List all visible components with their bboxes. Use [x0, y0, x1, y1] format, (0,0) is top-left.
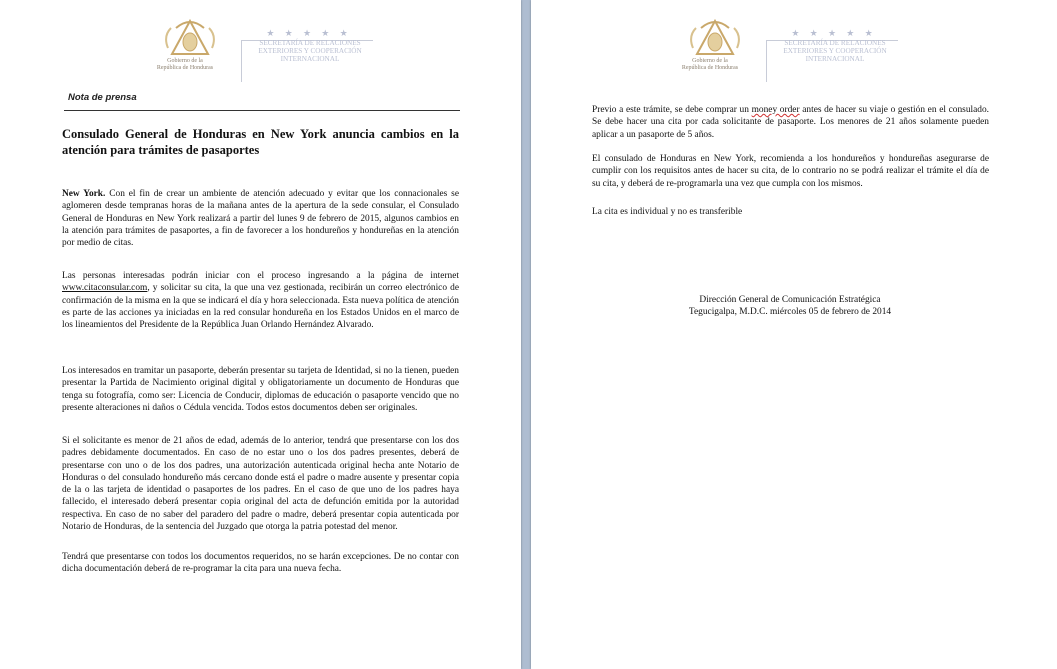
misspelled-word[interactable]: money order [751, 105, 800, 115]
paragraph-2: Las personas interesadas podrán iniciar con el proceso ingresando a la página de internet www.citaconsular.com, y solicitar su cita, la que una vez gestionada, recibirán un correo electrónico de confirmación de la misma en la que se indicará el día y hora seleccionada. Esta nueva política de atención es parte de las acciones ya iniciadas en la red consular hondureña en los Estados Unidos en el marco de los lineamientos del Presidente de la República Juan Orlando Hernández Alvarado. [62, 271, 459, 331]
paragraph-4: Si el solicitante es menor de 21 años de edad, además de lo anterior, tendrá que presentarse con los dos padres debidamente documentados. En caso de no estar uno o los dos padres presentes, deberá de presentarse con uno o de los dos padres, una autorización autenticada original hecha ante Notario de Honduras o del consulado hondureño más cercano donde está el padre o madre ausente y presentar copia de la o las tarjeta de identidad o pasaportes de los padres. En el caso de que uno de los padres haya fallecido, el interesado deberá presentar copia original del acta de defunción emitida por la autoridad respectiva. En caso de no saber del paradero del padre o madre, deberá presentar copia autenticada por Notario de Honduras, de la sentencia del Juzgado que otorga la patria potestad del menor. [62, 436, 459, 533]
coat-of-arms-icon [163, 18, 217, 58]
department-name: Dirección General de Comunicación Estratégica [699, 295, 881, 305]
stars-icon: ★ ★ ★ ★ ★ [791, 28, 877, 38]
citaconsular-link[interactable]: www.citaconsular.com [62, 283, 148, 294]
press-release-label: Nota de prensa [68, 92, 137, 103]
ministry-name: SECRETARÍA DE RELACIONES EXTERIORES Y COOPERACIÓN INTERNACIONAL [258, 39, 362, 63]
letterhead-page-2 [680, 18, 910, 80]
ministry-name: SECRETARÍA DE RELACIONES EXTERIORES Y COOPERACIÓN INTERNACIONAL [783, 39, 887, 63]
letterhead [155, 18, 385, 80]
letterhead-divider [241, 40, 242, 82]
page2-paragraph-2: El consulado de Honduras en New York, recomienda a los hondureños y hondureñas asegurarse de cumplir con los requisitos antes de hacer su cita, de lo contrario no se podrá realizar el trámite el día de su cita, y deberá de re-programarla una vez que cumpla con los mismos. [592, 154, 989, 189]
document-page-2 [531, 0, 1057, 669]
coat-of-arms-icon [688, 18, 742, 58]
government-caption: Gobierno de la República de Honduras [156, 58, 214, 71]
header-rule [64, 110, 460, 111]
signature-block [660, 294, 920, 319]
paragraph-5: Tendrá que presentarse con todos los documentos requeridos, no se harán excepciones. De no contar con dicha documentación deberá de re-programar la cita para una nueva fecha. [62, 552, 459, 575]
page2-paragraph-1: Previo a este trámite, se debe comprar un money order antes de hacer su viaje o gestión en el consulado. Se debe hacer una cita por cada solicitante de pasaporte. Los menores de 21 años solamente pueden aplicar a un pasaporte de 5 años. [592, 105, 989, 140]
stars-icon: ★ ★ ★ ★ ★ [266, 28, 352, 38]
page2-paragraph-3: La cita es individual y no es transferible [592, 207, 743, 217]
paragraph-3: Los interesados en tramitar un pasaporte, deberán presentar su tarjeta de Identidad, si no la tienen, pueden presentar la Partida de Nacimiento original digital y obligatoriamente un documento de Honduras que tenga su fotografía, como ser: Licencia de Conducir, diplomas de educación o pasaporte vencido que no presente alteraciones ni daños o Cédula vencida. Todos estos documentos deben ser originales. [62, 366, 459, 413]
place-and-date: Tegucigalpa, M.D.C. miércoles 05 de febrero de 2014 [688, 307, 892, 318]
paragraph-1: New York. Con el fin de crear un ambiente de atención adecuado y evitar que los connacionales se aglomeren desde tempranas horas de la mañana antes de la apertura de la sede consular, el Consulado General de Honduras en New York realizará a partir del lunes 9 de febrero de 2015, algunos cambios en la atención para trámites de pasaportes, a fin de favorecer a los hondureños y hondureñas en la atención por medio de citas. [62, 189, 459, 249]
document-page-1 [0, 0, 521, 669]
government-caption: Gobierno de la República de Honduras [681, 58, 739, 71]
press-release-title: Consulado General de Honduras en New York anuncia cambios en la atención para trámites de pasaportes [62, 127, 459, 157]
letterhead-divider [766, 40, 767, 82]
